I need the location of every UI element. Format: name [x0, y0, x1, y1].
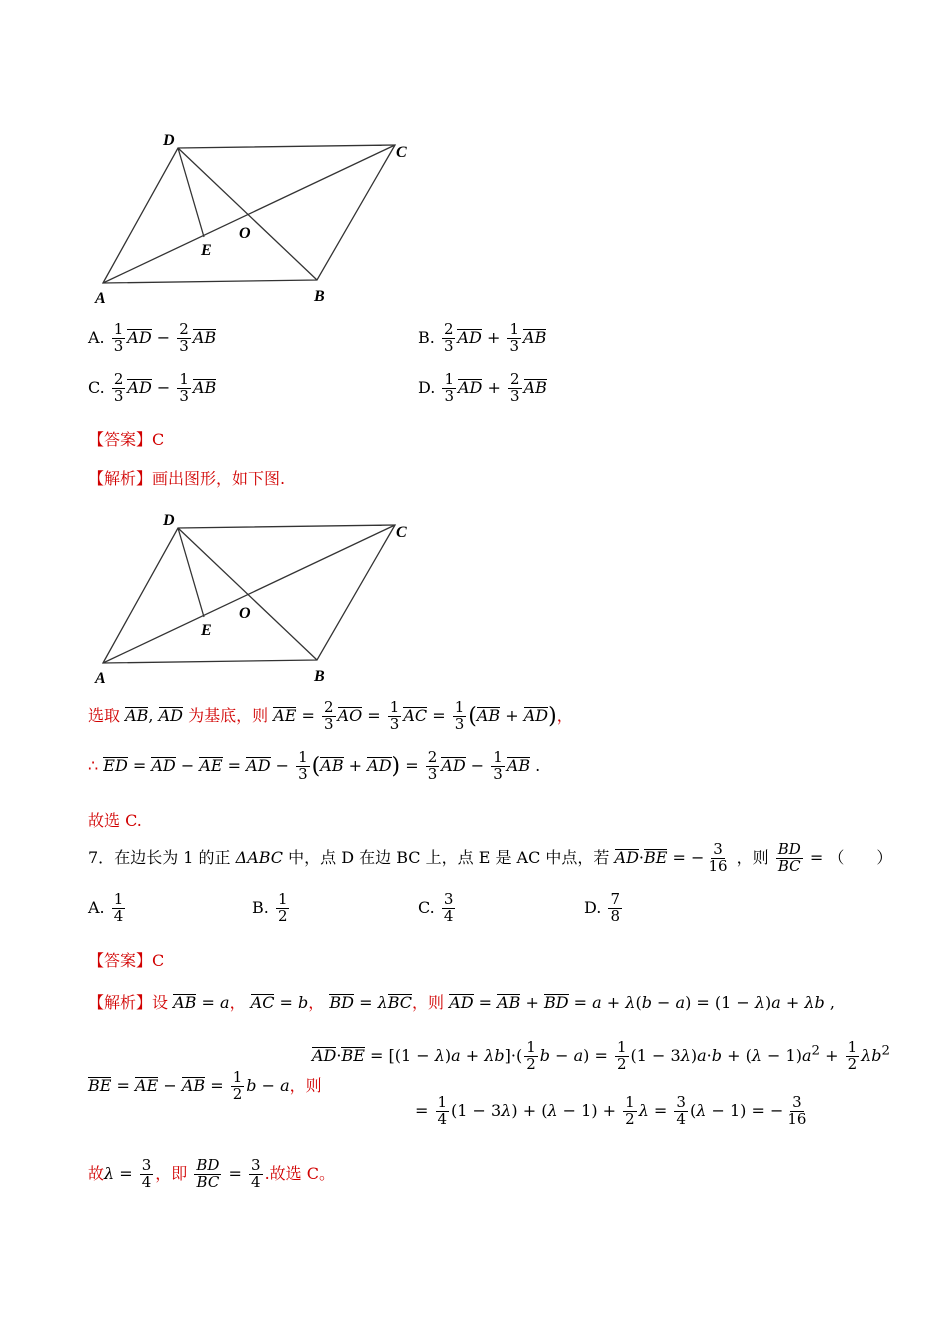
parallelogram-figure-2: [85, 505, 425, 690]
q6-answer: 【答案】C: [88, 430, 165, 449]
q6-option-d: D. $\frac{1}{3}$ AD + $\frac{2}{3}$ AB: [418, 370, 547, 405]
q7-analysis-line-1: 【解析】设 AB = a， AC = b， BD = λBC，则 AD = AB + BD = a + λ(b − a) = (1 − λ)a + λb ,: [88, 993, 835, 1012]
q6-option-c: C. $\frac{2}{3}$ AD − $\frac{1}{3}$ AB: [88, 370, 217, 405]
q7-be-expression: BE = AE − AB = $\frac{1}{2}$ b − a，则: [88, 1068, 322, 1103]
label-C: C: [396, 524, 407, 541]
label-B: B: [314, 288, 325, 305]
q6-option-a: A. $\frac{1}{3}$ AD − $\frac{2}{3}$ AB: [88, 320, 217, 355]
q6-analysis: 【解析】画出图形，如下图.: [88, 469, 286, 488]
q7-analysis-line-3: = $\frac{1}{4}$ (1 − 3λ) + (λ − 1) + $\frac{1}{2}$ λ = $\frac{3}{4}$ (λ − 1) = − $\frac{3}{16}$: [415, 1093, 807, 1128]
q6-option-b: B. $\frac{2}{3}$ AD + $\frac{1}{3}$ AB: [418, 320, 547, 355]
q7-option-c: C. $\frac{3}{4}$: [418, 890, 454, 925]
q7-option-d: D. $\frac{7}{8}$: [584, 890, 620, 925]
label-D: D: [163, 512, 175, 529]
q6-step-1: 选取 AB, AD 为基底，则 AE = $\frac{2}{3}$ AO = $\frac{1}{3}$ AC = $\frac{1}{3}$ (AB + AD)，: [88, 698, 573, 733]
label-O: O: [239, 225, 251, 242]
label-E: E: [201, 622, 212, 639]
q7-conclusion: 故λ = $\frac{3}{4}$ ，即 $\frac{BD}{BC}$ = $\frac{3}{4}$ .故选 C。: [88, 1156, 336, 1191]
label-A: A: [95, 670, 106, 687]
label-A: A: [95, 290, 106, 307]
q7-answer: 【答案】C: [88, 951, 165, 970]
q6-conclusion: 故选 C.: [88, 811, 142, 830]
parallelogram-figure-1: [85, 125, 425, 310]
q7-analysis-line-2: AD·BE = [(1 − λ)a + λb]·( $\frac{1}{2}$ b − a) = $\frac{1}{2}$ $(1 - 3\lambda)a\cdot b + (\lambda - 1)a^2$ + $\frac{1}{2}$ $\lambda b^2$: [312, 1038, 890, 1073]
label-O: O: [239, 605, 251, 622]
label-B: B: [314, 668, 325, 685]
label-D: D: [163, 132, 175, 149]
q7-option-a: A. $\frac{1}{4}$: [88, 890, 124, 925]
q7-stem: 7．在边长为 1 的正 ΔABC 中，点 D 在边 BC 上，点 E 是 AC 中点，若 AD·BE = − $\frac{3}{16}$ ，则 $\frac{BD}{BC}$ = （ ）: [88, 840, 893, 875]
label-C: C: [396, 144, 407, 161]
label-E: E: [201, 242, 212, 259]
q6-step-2: ∴ ED = AD − AE = AD − $\frac{1}{3}$ (AB + AD) = $\frac{2}{3}$ AD − $\frac{1}{3}$ AB .: [88, 748, 541, 783]
q7-option-b: B. $\frac{1}{2}$: [252, 890, 288, 925]
